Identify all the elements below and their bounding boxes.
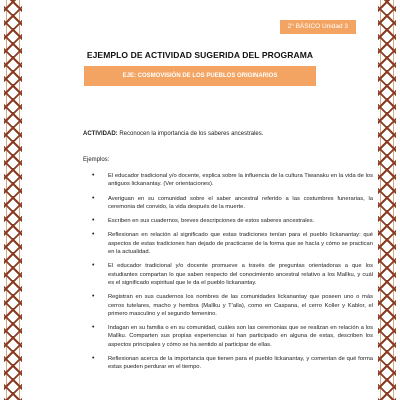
bullet-icon: •	[92, 194, 95, 202]
activity-label: ACTIVIDAD:	[83, 131, 118, 137]
example-text: Averiguan en su comunidad sobre el saber ancestral referido a las costumbres funerarias, la ceremonia del convido, la vida después de la muerte.	[108, 195, 373, 210]
list-item	[83, 262, 373, 287]
decorative-border-left	[4, 0, 22, 400]
bullet-icon: •	[92, 262, 95, 270]
activity-text: Reconocen la importancia de los saberes ancestrales.	[119, 131, 264, 137]
page-title: EJEMPLO DE ACTIVIDAD SUGERIDA DEL PROGRAMA	[86, 50, 314, 60]
bullet-icon: •	[92, 231, 95, 239]
example-text: Reflexionan en relación al significado que estas tradiciones tenían para el pueblo lickanantay: qué aspectos de estas tradiciones han dejado de practicarse de la forma que se hacía y cómo se practican en la actualidad.	[108, 232, 373, 256]
eje-banner: EJE: COSMOVISIÓN DE LOS PUEBLOS ORIGINARIOS	[84, 66, 316, 86]
decorative-border-right	[378, 0, 396, 400]
list-item	[83, 217, 373, 225]
bullet-icon: •	[92, 217, 95, 225]
example-text: Escriben en sus cuadernos, breves descripciones de estos saberes ancestrales.	[108, 218, 315, 225]
example-text: Indagan en su familia o en su comunidad, cuáles son las ceremonias que se realizan en relación a los Mallku. Comparten sus propias experiencias si han participado en alguna de estas, describen los aspectos principales y cómo se ha sentido al participar de ellas.	[108, 325, 373, 348]
activity-statement	[83, 130, 373, 138]
example-text: Registran en sus cuadernos los nombres de las comunidades lickanantay que poseen uno o más cerros tutelares, macho y hembra (Mallku y T'alla), como en Caspana, el cerro Koller y Kablor, el primero masculino y el segundo femenino.	[108, 294, 373, 317]
example-text: Reflexionan acerca de la importancia que tienen para el pueblo lickanantay, y comentan de qué forma estas pueden perdurar en el tiempo.	[108, 356, 373, 371]
examples-heading: Ejemplos:	[83, 157, 110, 163]
example-text: El educador tradicional y/o docente promueve a través de preguntas orientadoras a que los estudiantes compartan lo que saben respecto del conocimiento ancestral relativo a los Mallku, y cuál es el significado espiritual que le da el pueblo lickanantay.	[108, 263, 373, 286]
bullet-icon: •	[92, 293, 95, 301]
bullet-icon: •	[92, 172, 95, 179]
example-text: El educador tradicional y/o docente, explica sobre la influencia de la cultura Tiwanaku en la vida de los antiguos lickanantay. (Ver orientaciones).	[108, 173, 373, 188]
bullet-icon: •	[92, 355, 95, 363]
list-item	[83, 231, 373, 256]
list-item	[83, 355, 373, 372]
grade-unit-badge: 2° BÁSICO Unidad 3	[280, 20, 356, 34]
list-item	[83, 324, 373, 349]
bullet-icon: •	[92, 324, 95, 332]
list-item	[83, 195, 373, 212]
examples-list	[83, 172, 373, 378]
list-item	[83, 293, 373, 318]
list-item	[83, 172, 373, 189]
